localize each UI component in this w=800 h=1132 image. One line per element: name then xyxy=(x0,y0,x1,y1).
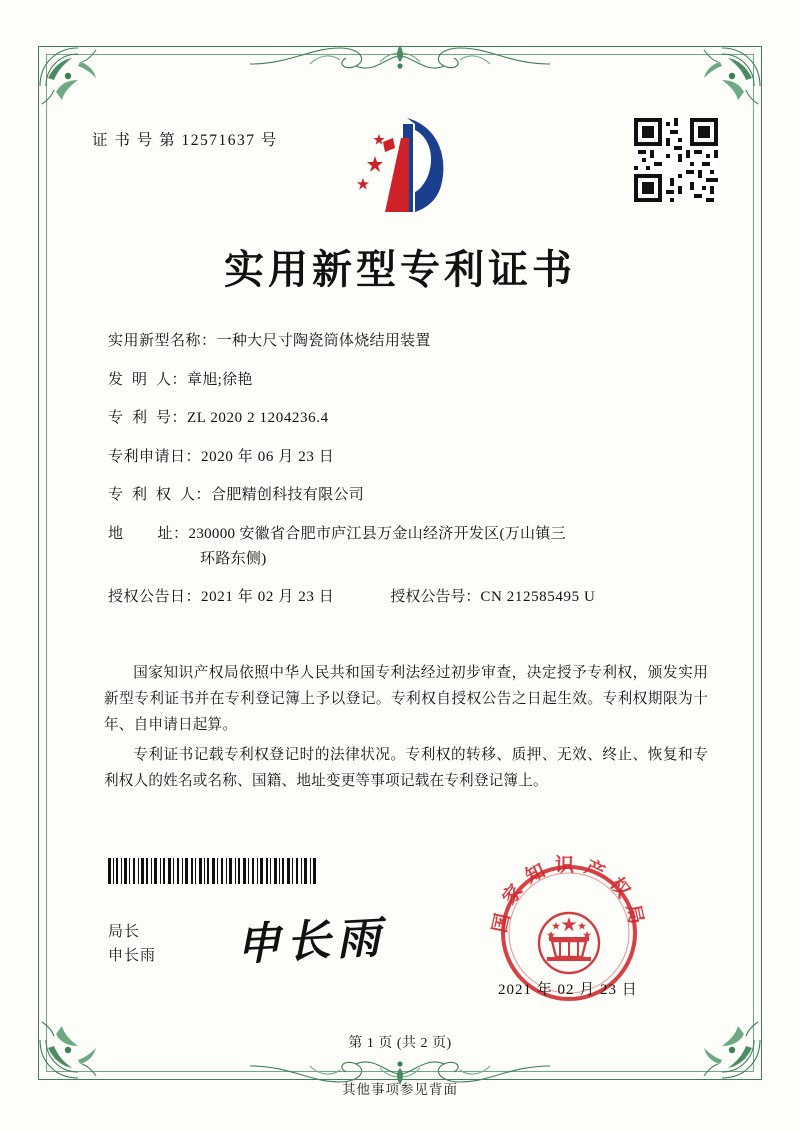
field-label: 地 址： xyxy=(108,525,189,542)
field-row-inventor xyxy=(108,373,704,388)
field-row-address xyxy=(108,527,704,567)
signature-name: 申长雨 xyxy=(108,948,157,964)
field-value: 合肥精创科技有限公司 xyxy=(211,487,365,503)
field-label-grant-number: 授权公告号： xyxy=(390,589,481,605)
body-text xyxy=(104,660,708,798)
field-value: ZL 2020 2 1204236.4 xyxy=(187,410,329,426)
field-value: 一种大尺寸陶瓷筒体烧结用装置 xyxy=(216,333,431,349)
paragraph-2: 专利证书记载专利权登记时的法律状况。专利权的转移、质押、无效、终止、恢复和专利权人的姓名或名称、国籍、地址变更等事项记载在专利登记簿上。 xyxy=(104,747,708,789)
field-row-patent-number xyxy=(108,411,704,426)
seal-date: 2021 年 02 月 23 日 xyxy=(498,982,638,998)
field-value: 2021 年 02 月 23 日 xyxy=(201,589,335,605)
field-row-utility-model-name xyxy=(108,334,704,349)
page-title: 实用新型专利证书 xyxy=(224,246,576,293)
field-label: 专 利 权 人： xyxy=(108,487,212,503)
field-value: 230000 安徽省合肥市庐江县万金山经济开发区(万山镇三 xyxy=(188,525,566,542)
svg-text:国家知识产权局: 国家知识产权局 xyxy=(488,854,650,935)
footer-note: 其他事项参见背面 xyxy=(342,1082,458,1097)
top-flourish-ornament-icon xyxy=(250,40,550,84)
field-row-application-date xyxy=(108,450,704,465)
field-value: 2020 年 06 月 23 日 xyxy=(201,448,335,465)
signature-role: 局长 xyxy=(108,924,141,940)
field-label: 实用新型名称： xyxy=(108,333,217,349)
field-row-patentee xyxy=(108,488,704,503)
field-value: 章旭;徐艳 xyxy=(187,371,253,388)
qr-code-icon xyxy=(634,118,718,202)
page-number: 第 1 页 (共 2 页) xyxy=(348,1036,452,1051)
barcode xyxy=(108,858,320,884)
cnipa-logo-icon xyxy=(345,112,463,222)
field-value-line2: 环路东侧) xyxy=(200,550,267,567)
field-label: 授权公告日： xyxy=(108,589,202,605)
field-value-grant-number: CN 212585495 U xyxy=(480,589,596,605)
field-label: 专利申请日： xyxy=(108,448,202,465)
field-label: 专 利 号： xyxy=(108,410,188,426)
certificate-number: 证 书 号 第 12571637 号 xyxy=(92,132,278,149)
signature-block xyxy=(108,920,156,968)
paragraph-1: 国家知识产权局依照中华人民共和国专利法经过初步审查，决定授予专利权，颁发实用新型专利证书并在专利登记簿上予以登记。专利权自授权公告之日起生效。专利权期限为十年、自申请日起算。 xyxy=(104,665,708,733)
handwritten-signature: 申长雨 xyxy=(235,912,388,971)
field-row-grant xyxy=(108,590,704,605)
field-list xyxy=(108,334,704,629)
field-label: 发 明 人： xyxy=(108,371,188,388)
